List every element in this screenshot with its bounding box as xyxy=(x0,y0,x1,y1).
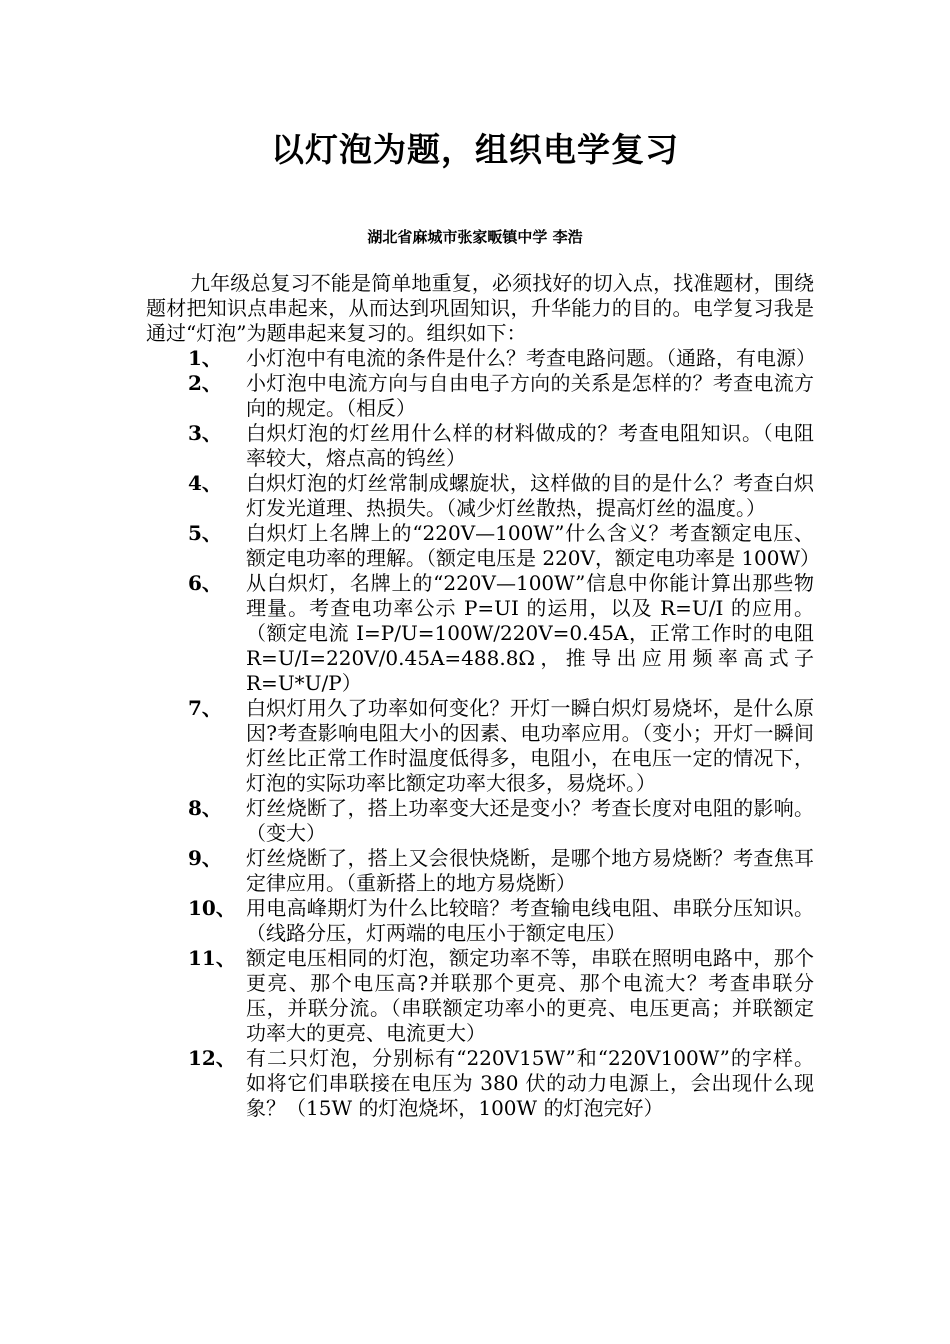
list-item xyxy=(146,371,814,421)
item-number: 8、 xyxy=(188,796,222,820)
item-number: 11、 xyxy=(188,946,236,970)
item-text: 用电高峰期灯为什么比较暗？考查输电线电阻、串联分压知识。（线路分压，灯两端的电压小于额定电压） xyxy=(246,896,814,945)
item-text: 白炽灯上名牌上的“220V—100W”什么含义？考查额定电压、额定电功率的理解。（额定电压是 220V，额定电功率是 100W） xyxy=(246,521,821,570)
item-text: 小灯泡中有电流的条件是什么？考查电路问题。（通路，有电源） xyxy=(246,346,816,370)
item-number: 4、 xyxy=(188,471,222,495)
item-text: 灯丝烧断了，搭上功率变大还是变小？考查长度对电阻的影响。（变大） xyxy=(246,796,814,845)
list-item xyxy=(146,346,814,371)
document-author: 湖北省麻城市张家畈镇中学 李浩 xyxy=(367,228,583,246)
item-number: 7、 xyxy=(188,696,222,720)
item-number: 9、 xyxy=(188,846,222,870)
document-title: 以灯泡为题，组织电学复习 xyxy=(271,130,679,169)
list-item xyxy=(146,571,814,696)
list-item xyxy=(146,471,814,521)
item-number: 10、 xyxy=(188,896,236,920)
item-text: 额定电压相同的灯泡，额定功率不等，串联在照明电路中，那个更亮、那个电压高?并联那个更亮、那个电流大？考查串联分压，并联分流。（串联额定功率小的更亮、电压更高；并联额定功率大的更亮、电流更大） xyxy=(246,946,814,1045)
item-text: 从白炽灯，名牌上的“220V—100W”信息中你能计算出那些物理量。考查电功率公示 P=UI 的运用，以及 R=U/I 的应用。（额定电流 I=P/U=100W/220V=0.45A，正常工作时的电阻 R=U/I=220V/0.45A=488.8Ω，推导出应用频率高式子 R=U*U/P） xyxy=(246,571,814,695)
list-item xyxy=(146,1046,814,1121)
list-item xyxy=(146,696,814,796)
item-number: 2、 xyxy=(188,371,222,395)
list-item xyxy=(146,946,814,1046)
list-item xyxy=(146,846,814,896)
item-text: 小灯泡中电流方向与自由电子方向的关系是怎样的？考查电流方向的规定。（相反） xyxy=(246,371,814,420)
item-number: 6、 xyxy=(188,571,222,595)
list-item xyxy=(146,421,814,471)
item-number: 1、 xyxy=(188,346,222,370)
intro-paragraph: 九年级总复习不能是简单地重复，必须找好的切入点，找准题材，围绕题材把知识点串起来，从而达到巩固知识，升华能力的目的。电学复习我是通过“灯泡”为题串起来复习的。组织如下： xyxy=(146,271,814,345)
item-text: 灯丝烧断了，搭上又会很快烧断，是哪个地方易烧断？考查焦耳定律应用。（重新搭上的地方易烧断） xyxy=(246,846,814,895)
item-text: 白炽灯泡的灯丝常制成螺旋状，这样做的目的是什么？考查白炽灯发光道理、热损失。（减少灯丝散热，提高灯丝的温度。） xyxy=(246,471,814,520)
list-item xyxy=(146,796,814,846)
question-list xyxy=(146,346,821,1121)
item-number: 3、 xyxy=(188,421,222,445)
list-item xyxy=(146,896,814,946)
item-text: 白炽灯用久了功率如何变化？开灯一瞬白炽灯易烧坏，是什么原因?考查影响电阻大小的因素、电功率应用。（变小；开灯一瞬间灯丝比正常工作时温度低得多，电阻小，在电压一定的情况下，灯泡的实际功率比额定功率大很多，易烧坏。） xyxy=(246,696,814,795)
item-text: 白炽灯泡的灯丝用什么样的材料做成的？考查电阻知识。（电阻率较大，熔点高的钨丝） xyxy=(246,421,814,470)
item-text: 有二只灯泡，分别标有“220V15W”和“220V100W”的字样。如将它们串联接在电压为 380 伏的动力电源上，会出现什么现象？（15W 的灯泡烧坏，100W 的灯泡完好） xyxy=(246,1046,814,1120)
item-number: 5、 xyxy=(188,521,222,545)
item-number: 12、 xyxy=(188,1046,236,1070)
list-item xyxy=(146,521,821,571)
